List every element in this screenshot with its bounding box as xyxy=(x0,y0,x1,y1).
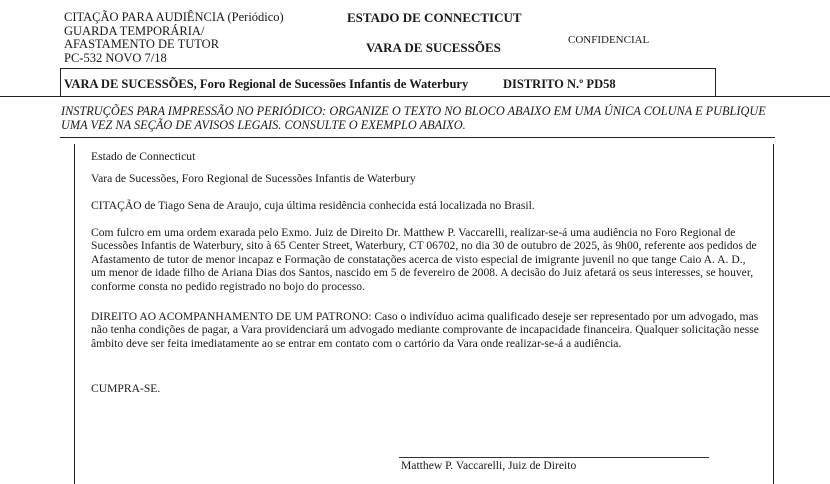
form-title-line: AFASTAMENTO DE TUTOR xyxy=(64,37,220,52)
form-title-line: GUARDA TEMPORÁRIA/ xyxy=(64,23,205,38)
judge-signature-name: Matthew P. Vaccarelli, Juiz de Direito xyxy=(401,459,577,472)
court-name: VARA DE SUCESSÕES, Foro Regional de Sucessões Infantis de Waterbury xyxy=(64,77,469,91)
notice-closing: CUMPRA-SE. xyxy=(91,382,161,395)
form-title-line: CITAÇÃO PARA AUDIÊNCIA (Periódico) xyxy=(64,10,284,24)
divider-rule xyxy=(60,137,775,138)
right-to-counsel: DIREITO AO ACOMPANHAMENTO DE UM PATRONO: Caso o indivíduo acima qualificado deseje ser representado por um advogado, mas não tenha condições de pagar, a Vara providenciará um advogado mediante comprovante de incapacidade financeira. Qualquer solicitação nesse âmbito deve ser feita imediatamente ao se entrar em contato com o cartório da Vara onde realizar-se-á a audiência. xyxy=(91,310,759,350)
state-title: ESTADO DE CONNECTICUT xyxy=(347,10,522,25)
confidential-label: CONFIDENCIAL xyxy=(568,34,650,46)
notice-body: Com fulcro em uma ordem exarada pelo Exmo. Juiz de Direito Dr. Matthew P. Vaccarelli, realizar-se-á uma audiência no Foro Regional de Sucessões Infantis de Waterbury, sito à 65 Center Street, Waterbury, CT 06702, no dia 30 de outubro de 2025, às 9h00, referente aos pedidos de Afastamento de tutor de menor incapaz e Formação de constatações acerca de visto especial de imigrante juvenil no que tange Caio A. A. D., um menor de idade filho de Ariana Dias dos Santos, nascido em 5 de fevereiro de 2008. A decisão do Juiz afetará os seus interesses, se houver, conforme consta no pedido registrado no bojo do processo. xyxy=(91,226,757,293)
signature-line xyxy=(399,457,709,458)
form-title-block xyxy=(64,11,284,65)
printing-instructions: INSTRUÇÕES PARA IMPRESSÃO NO PERIÓDICO: ORGANIZE O TEXTO NO BLOCO ABAIXO EM UMA ÚNICA COLUNA E PUBLIQUE UMA VEZ NA SEÇÃO DE AVISOS LEGAIS. CONSULTE O EXEMPLO ABAIXO. xyxy=(61,104,766,132)
district-number: DISTRITO N.º PD58 xyxy=(503,77,616,91)
notice-citation: CITAÇÃO de Tiago Sena de Araujo, cuja última residência conhecida está localizada no Brasil. xyxy=(91,199,535,212)
form-number: PC-532 NOVO 7/18 xyxy=(64,50,167,65)
divider-rule xyxy=(0,96,830,97)
notice-state: Estado de Connecticut xyxy=(91,150,196,163)
notice-court: Vara de Sucessões, Foro Regional de Sucessões Infantis de Waterbury xyxy=(91,172,416,185)
court-title: VARA DE SUCESSÕES xyxy=(366,40,501,55)
